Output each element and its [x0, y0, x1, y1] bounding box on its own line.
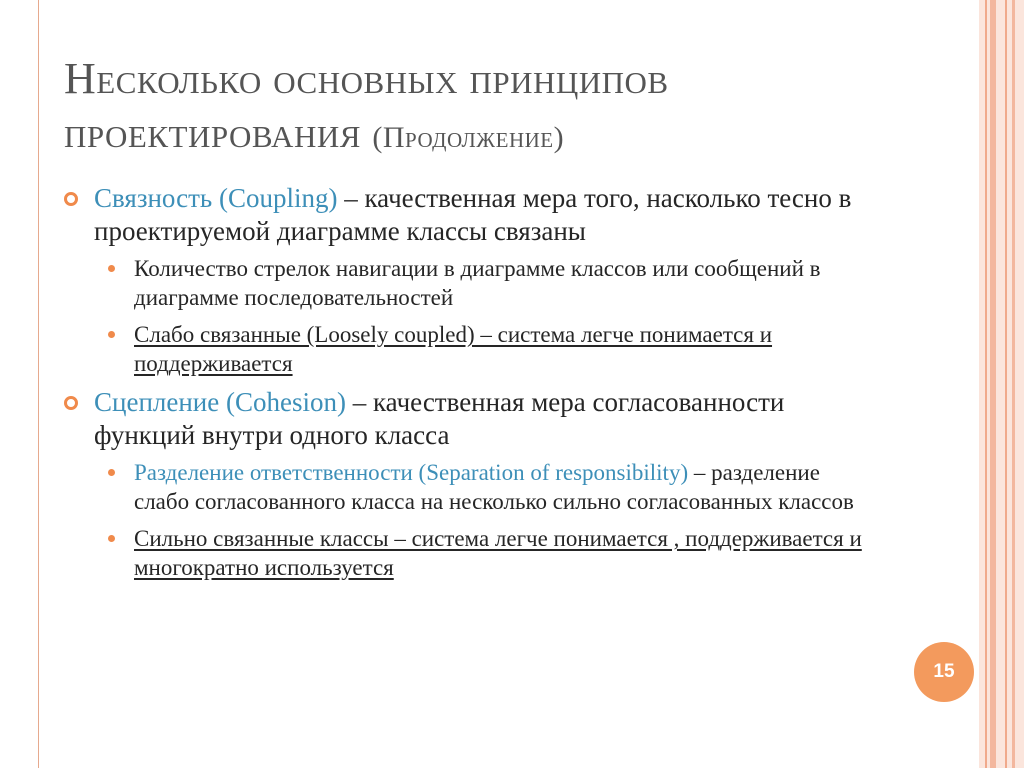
term-cohesion: Сцепление (Cohesion) — [94, 387, 346, 417]
slide-content — [64, 182, 864, 590]
title-sub: (Продолжение) — [372, 121, 565, 154]
sub-bullet-text: Сильно связанные классы – система легче понимается , поддерживается и многократно используется — [134, 526, 862, 580]
sub-bullet-text: Количество стрелок навигации в диаграмме классов или сообщений в диаграмме последовательностей — [134, 256, 821, 310]
bullet-dot-icon — [108, 331, 115, 338]
text-cohesion: – качественная мера согласованности функций внутри одного класса — [94, 387, 785, 450]
page-number-badge: 15 — [914, 642, 974, 702]
left-rule — [38, 0, 39, 768]
bullet-coupling — [64, 182, 864, 248]
bullet-ring-icon — [64, 192, 78, 206]
sub-bullet-text: Слабо связанные (Loosely coupled) – система легче понимается и поддерживается — [134, 322, 773, 376]
decor-stripe — [1005, 0, 1007, 768]
decor-stripe — [1012, 0, 1015, 768]
slide-title — [64, 52, 944, 165]
sub-bullet — [64, 458, 864, 516]
decor-stripe — [990, 0, 996, 768]
bullet-dot-icon — [108, 535, 115, 542]
bullet-dot-icon — [108, 469, 115, 476]
bullet-ring-icon — [64, 396, 78, 410]
term-separation: Разделение ответственности (Separation of responsibility) — [134, 460, 689, 485]
sub-bullet — [64, 320, 864, 378]
sub-bullet — [64, 524, 864, 582]
term-coupling: Связность (Coupling) — [94, 183, 338, 213]
sub-bullet-text: – разделение слабо согласованного класса на несколько сильно согласованных классов — [134, 460, 854, 514]
bullet-dot-icon — [108, 265, 115, 272]
title-main: Несколько основных принципов проектирования — [64, 54, 669, 157]
decor-stripe — [985, 0, 987, 768]
sub-bullet — [64, 254, 864, 312]
bullet-cohesion — [64, 386, 864, 452]
text-coupling: – качественная мера того, насколько тесно в проектируемой диаграмме классы связаны — [94, 183, 852, 246]
